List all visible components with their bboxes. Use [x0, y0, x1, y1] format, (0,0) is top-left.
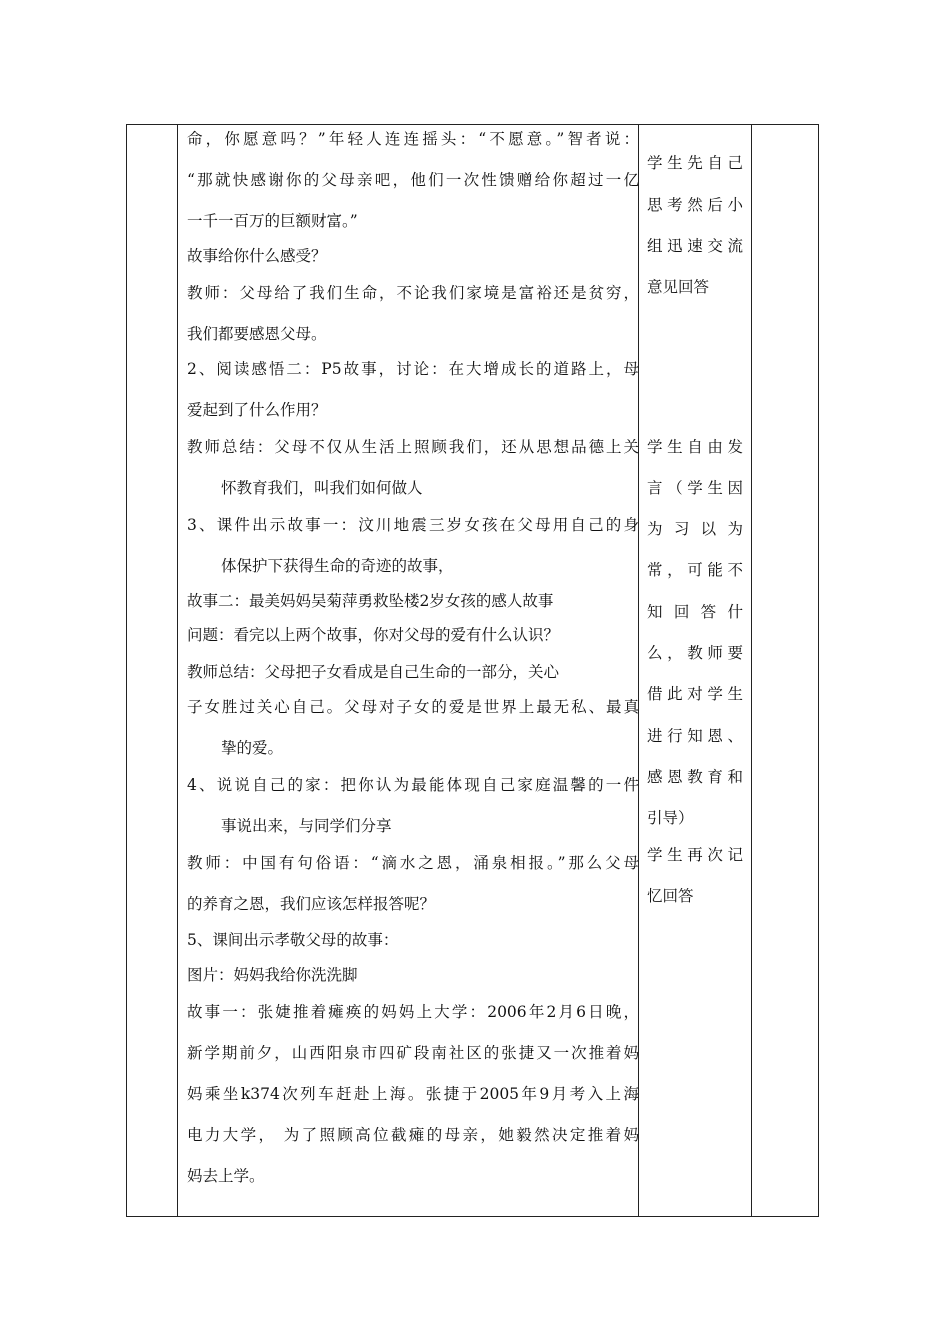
lesson-table — [126, 124, 819, 1217]
content-line: 妈去上学。 — [187, 1167, 265, 1185]
content-line: 妈乘坐k374次列车赶赴上海。张捷于2005年9月考入上海 — [187, 1085, 639, 1103]
content-line: 教师：父母给了我们生命，不论我们家境是富裕还是贫穷， — [187, 284, 639, 302]
content-line: 故事二：最美妈妈吴菊萍勇救坠楼2岁女孩的感人故事 — [187, 592, 554, 610]
content-line: 5、课间出示孝敬父母的故事： — [187, 931, 399, 949]
content-line: 的养育之恩，我们应该怎样报答呢？ — [187, 895, 436, 913]
activity-line: 为习以为 — [647, 520, 743, 538]
activity-line: 常，可能不 — [647, 561, 743, 579]
content-line: 怀教育我们，叫我们如何做人 — [221, 479, 423, 497]
activity-line: 感恩教育和 — [647, 768, 743, 786]
content-line: 3、课件出示故事一：汶川地震三岁女孩在父母用自己的身 — [187, 516, 639, 534]
content-line: 一千一百万的巨额财富。” — [187, 212, 358, 230]
content-line: 故事一：张婕推着瘫痪的妈妈上大学：2006年2月6日晚， — [187, 1003, 639, 1021]
content-line: 教师总结：父母不仅从生活上照顾我们，还从思想品德上关 — [187, 438, 639, 456]
content-line: 2、阅读感悟二：P5故事，讨论：在大增成长的道路上，母 — [187, 360, 639, 378]
content-line: 4、说说自己的家：把你认为最能体现自己家庭温馨的一件 — [187, 776, 639, 794]
content-line: 故事给你什么感受？ — [187, 247, 327, 265]
activity-line: 么，教师要 — [647, 644, 743, 662]
activity-line: 意见回答 — [647, 278, 710, 296]
activity-line: 思考然后小 — [647, 196, 743, 214]
activity-line: 组迅速交流 — [647, 237, 743, 255]
activity-line: 忆回答 — [647, 887, 694, 905]
content-line: 问题：看完以上两个故事，你对父母的爱有什么认识？ — [187, 626, 560, 644]
content-line: 教师：中国有句俗语：“滴水之恩，涌泉相报。”那么父母 — [187, 854, 639, 872]
content-line: 爱起到了什么作用？ — [187, 401, 327, 419]
content-line: “那就快感谢你的父母亲吧，他们一次性馈赠给你超过一亿 — [187, 171, 639, 189]
content-line: 子女胜过关心自己。父母对子女的爱是世界上最无私、最真 — [187, 698, 639, 716]
content-line: 我们都要感恩父母。 — [187, 325, 327, 343]
content-line: 命，你愿意吗？”年轻人连连摇头：“不愿意。”智者说： — [187, 130, 639, 148]
content-line: 挚的爱。 — [221, 739, 284, 757]
activity-line: 言（学生因 — [647, 479, 743, 497]
activity-line: 进行知恩、 — [647, 727, 743, 745]
activity-line: 学生再次记 — [647, 846, 743, 864]
activity-line: 引导） — [647, 809, 694, 827]
activity-line: 借此对学生 — [647, 685, 743, 703]
activity-line: 知回答什 — [647, 603, 743, 621]
activity-line: 学生先自己 — [647, 154, 743, 172]
content-line: 事说出来，与同学们分享 — [221, 817, 392, 835]
activity-line: 学生自由发 — [647, 438, 743, 456]
content-line: 图片：妈妈我给你洗洗脚 — [187, 966, 358, 984]
content-line: 体保护下获得生命的奇迹的故事， — [221, 557, 454, 575]
content-line: 电力大学， 为了照顾高位截瘫的母亲，她毅然决定推着妈 — [187, 1126, 639, 1144]
content-line: 新学期前夕，山西阳泉市四矿段南社区的张捷又一次推着妈 — [187, 1044, 639, 1062]
column-divider-1 — [177, 125, 178, 1216]
content-line: 教师总结：父母把子女看成是自己生命的一部分，关心 — [187, 663, 560, 681]
column-divider-3 — [751, 125, 752, 1216]
